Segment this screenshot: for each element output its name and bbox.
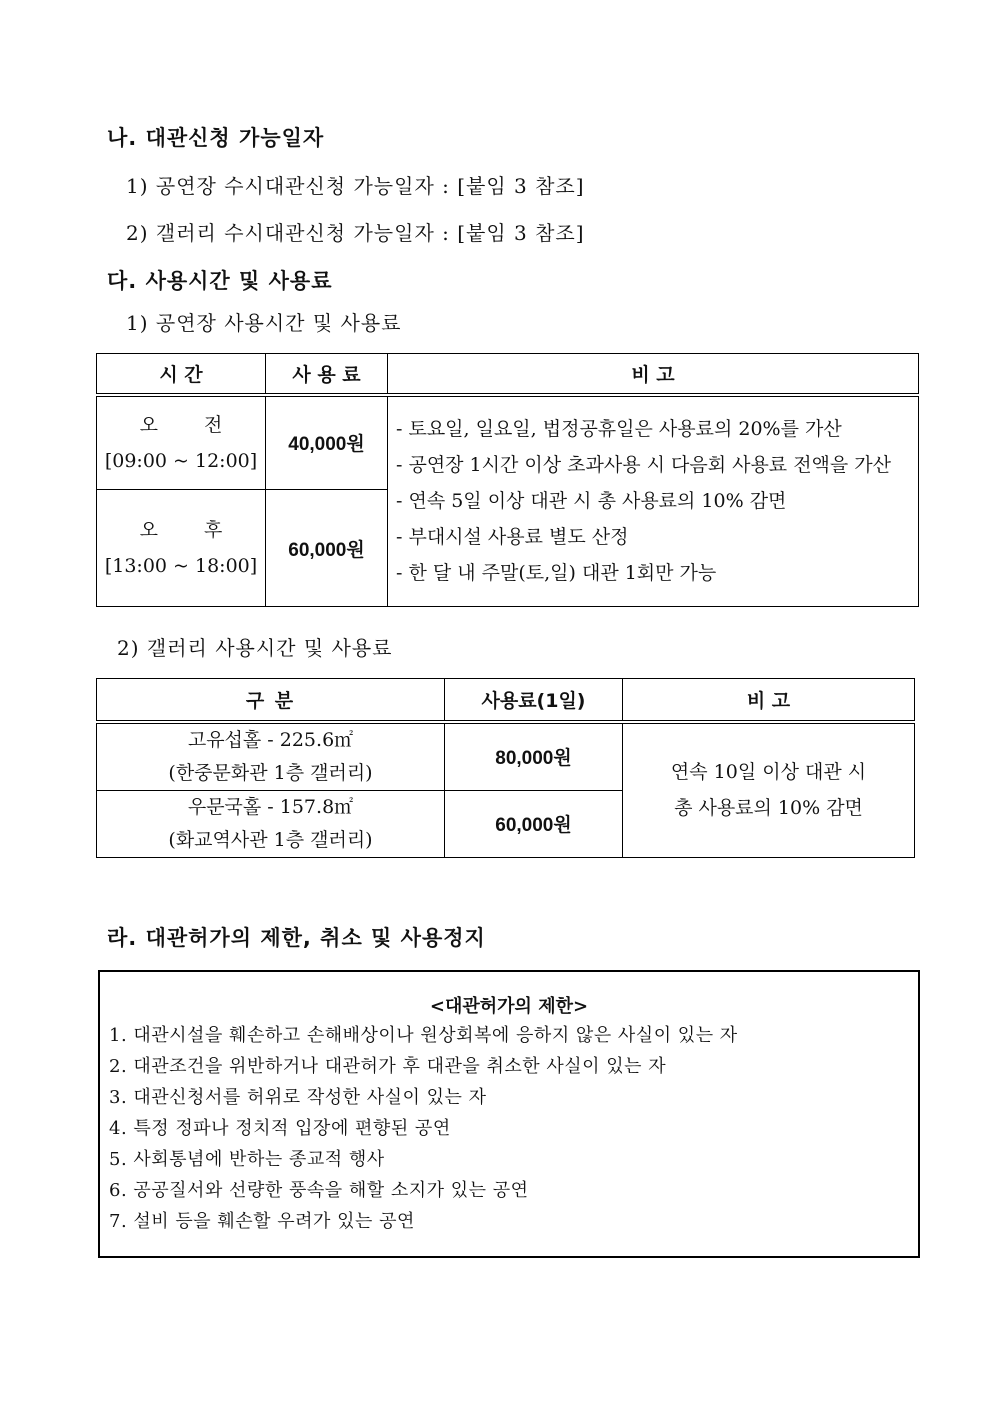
restriction-item: 6. 공공질서와 선량한 풍속을 해할 소지가 있는 공연 bbox=[109, 1180, 529, 1201]
hall-header-note: 비 고 bbox=[388, 354, 919, 395]
restriction-item: 7. 설비 등을 훼손할 우려가 있는 공연 bbox=[109, 1211, 415, 1232]
time-label: 오 전 bbox=[139, 413, 243, 436]
gallery-header-category: 구 분 bbox=[97, 679, 445, 722]
restriction-item: 2. 대관조건을 위반하거나 대관허가 후 대관을 취소한 사실이 있는 자 bbox=[109, 1056, 667, 1077]
hall-row-morning-fee: 40,000원 bbox=[266, 395, 388, 490]
section-na-item-2: 2) 갤러리 수시대관신청 가능일자 : [붙임 3 참조] bbox=[126, 221, 585, 245]
gallery-row-2-name bbox=[97, 790, 445, 857]
gallery-location: (화교역사관 1층 갤러리) bbox=[168, 828, 373, 851]
hall-note-4: - 부대시설 사용료 별도 산정 bbox=[396, 526, 629, 549]
hall-subtitle: 1) 공연장 사용시간 및 사용료 bbox=[126, 311, 402, 335]
section-da-title: 다. 사용시간 및 사용료 bbox=[107, 269, 333, 293]
gallery-header-note: 비 고 bbox=[623, 679, 915, 722]
restriction-box-title: <대관허가의 제한> bbox=[429, 996, 589, 1017]
restriction-list bbox=[100, 1020, 918, 1237]
hall-note-3: - 연속 5일 이상 대관 시 총 사용료의 10% 감면 bbox=[396, 490, 787, 513]
hall-row-afternoon-fee: 60,000원 bbox=[266, 490, 388, 607]
time-label: 오 후 bbox=[139, 519, 243, 541]
restriction-item: 5. 사회통념에 반하는 종교적 행사 bbox=[109, 1149, 385, 1170]
restriction-item: 3. 대관신청서를 허위로 작성한 사실이 있는 자 bbox=[109, 1087, 487, 1108]
hall-fee-table bbox=[96, 353, 919, 607]
restriction-item: 4. 특정 정파나 정치적 입장에 편향된 공연 bbox=[109, 1118, 451, 1139]
hall-header-time: 시 간 bbox=[97, 354, 266, 395]
hall-row-afternoon-time bbox=[97, 490, 266, 607]
gallery-row-1-name bbox=[97, 722, 445, 791]
hall-header-fee: 사 용 료 bbox=[266, 354, 388, 395]
restriction-box bbox=[98, 970, 920, 1258]
gallery-note-line-1: 연속 10일 이상 대관 시 bbox=[670, 761, 867, 783]
gallery-subtitle: 2) 갤러리 사용시간 및 사용료 bbox=[117, 636, 393, 660]
gallery-row-1-fee: 80,000원 bbox=[445, 722, 623, 791]
gallery-location: (한중문화관 1층 갤러리) bbox=[168, 761, 373, 784]
hall-row-morning-time bbox=[97, 395, 266, 490]
gallery-header-fee: 사용료(1일) bbox=[445, 679, 623, 722]
hall-note-5: - 한 달 내 주말(토,일) 대관 1회만 가능 bbox=[396, 562, 717, 585]
hall-notes bbox=[388, 395, 919, 607]
gallery-name: 우문국홀 - 157.8㎡ bbox=[187, 795, 354, 818]
gallery-fee-table bbox=[96, 678, 915, 858]
time-range: [09:00 ~ 12:00] bbox=[104, 449, 258, 472]
gallery-row-2-fee: 60,000원 bbox=[445, 790, 623, 857]
section-na-item-1: 1) 공연장 수시대관신청 가능일자 : [붙임 3 참조] bbox=[126, 174, 585, 198]
restriction-item: 1. 대관시설을 훼손하고 손해배상이나 원상회복에 응하지 않은 사실이 있는 자 bbox=[109, 1025, 738, 1046]
section-na-title: 나. 대관신청 가능일자 bbox=[107, 126, 325, 150]
hall-note-2: - 공연장 1시간 이상 초과사용 시 다음회 사용료 전액을 가산 bbox=[396, 454, 892, 477]
gallery-note-line-2: 총 사용료의 10% 감면 bbox=[674, 797, 863, 819]
gallery-note bbox=[623, 722, 915, 858]
section-ra-title: 라. 대관허가의 제한, 취소 및 사용정지 bbox=[107, 926, 486, 950]
hall-note-1: - 토요일, 일요일, 법정공휴일은 사용료의 20%를 가산 bbox=[396, 418, 842, 441]
gallery-name: 고유섭홀 - 225.6㎡ bbox=[187, 728, 354, 751]
time-range: [13:00 ~ 18:00] bbox=[104, 555, 258, 577]
